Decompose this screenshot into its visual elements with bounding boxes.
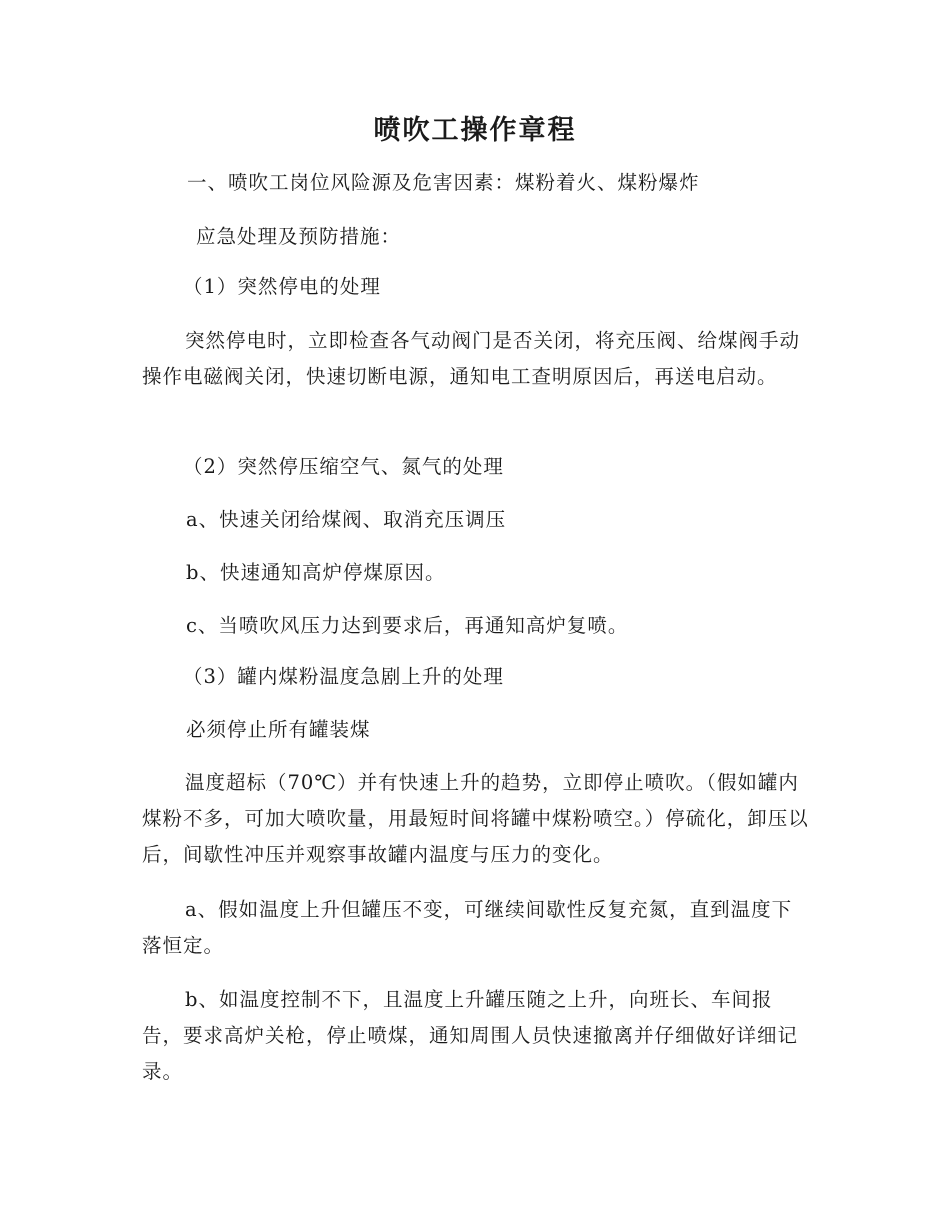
- paragraph-case-b: b、如温度控制不下，且温度上升罐压随之上升，向班长、车间报告，要求高炉关枪，停止喷煤，通知周围人员快速撤离并仔细做好详细记录。: [142, 988, 799, 1083]
- step-b-notify-furnace: b、快速通知高炉停煤原因。: [186, 561, 446, 584]
- paragraph-over-temperature: 温度超标（70℃）并有快速上升的趋势，立即停止喷吹。（假如罐内煤粉不多，可加大喷吹量，用最短时间将罐中煤粉喷空。）停硫化，卸压以后，间歇性冲压并观察事故罐内温度与压力的变化。: [142, 771, 809, 866]
- section-heading-hazards: 一、喷吹工岗位风险源及危害因素：煤粉着火、煤粉爆炸: [187, 171, 700, 194]
- step-a-close-valve: a、快速关闭给煤阀、取消充压调压: [186, 508, 507, 531]
- document-title: 喷吹工操作章程: [373, 115, 577, 146]
- instruction-stop-filling: 必须停止所有罐装煤: [186, 718, 371, 741]
- paragraph-power-outage: 突然停电时，立即检查各气动阀门是否关闭，将充压阀、给煤阀手动操作电磁阀关闭，快速切断电源，通知电工查明原因后，再送电启动。: [142, 329, 801, 388]
- item-heading-power-outage: （1）突然停电的处理: [183, 275, 381, 298]
- item-heading-air-nitrogen-loss: （2）突然停压缩空气、氮气的处理: [183, 455, 504, 478]
- step-c-resume-injection: c、当喷吹风压力达到要求后，再通知高炉复喷。: [186, 614, 629, 637]
- item-heading-temperature-rise: （3）罐内煤粉温度急剧上升的处理: [183, 665, 504, 688]
- subheading-emergency-measures: 应急处理及预防措施：: [196, 225, 402, 248]
- paragraph-case-a: a、假如温度上升但罐压不变，可继续间歇性反复充氮，直到温度下落恒定。: [142, 898, 793, 957]
